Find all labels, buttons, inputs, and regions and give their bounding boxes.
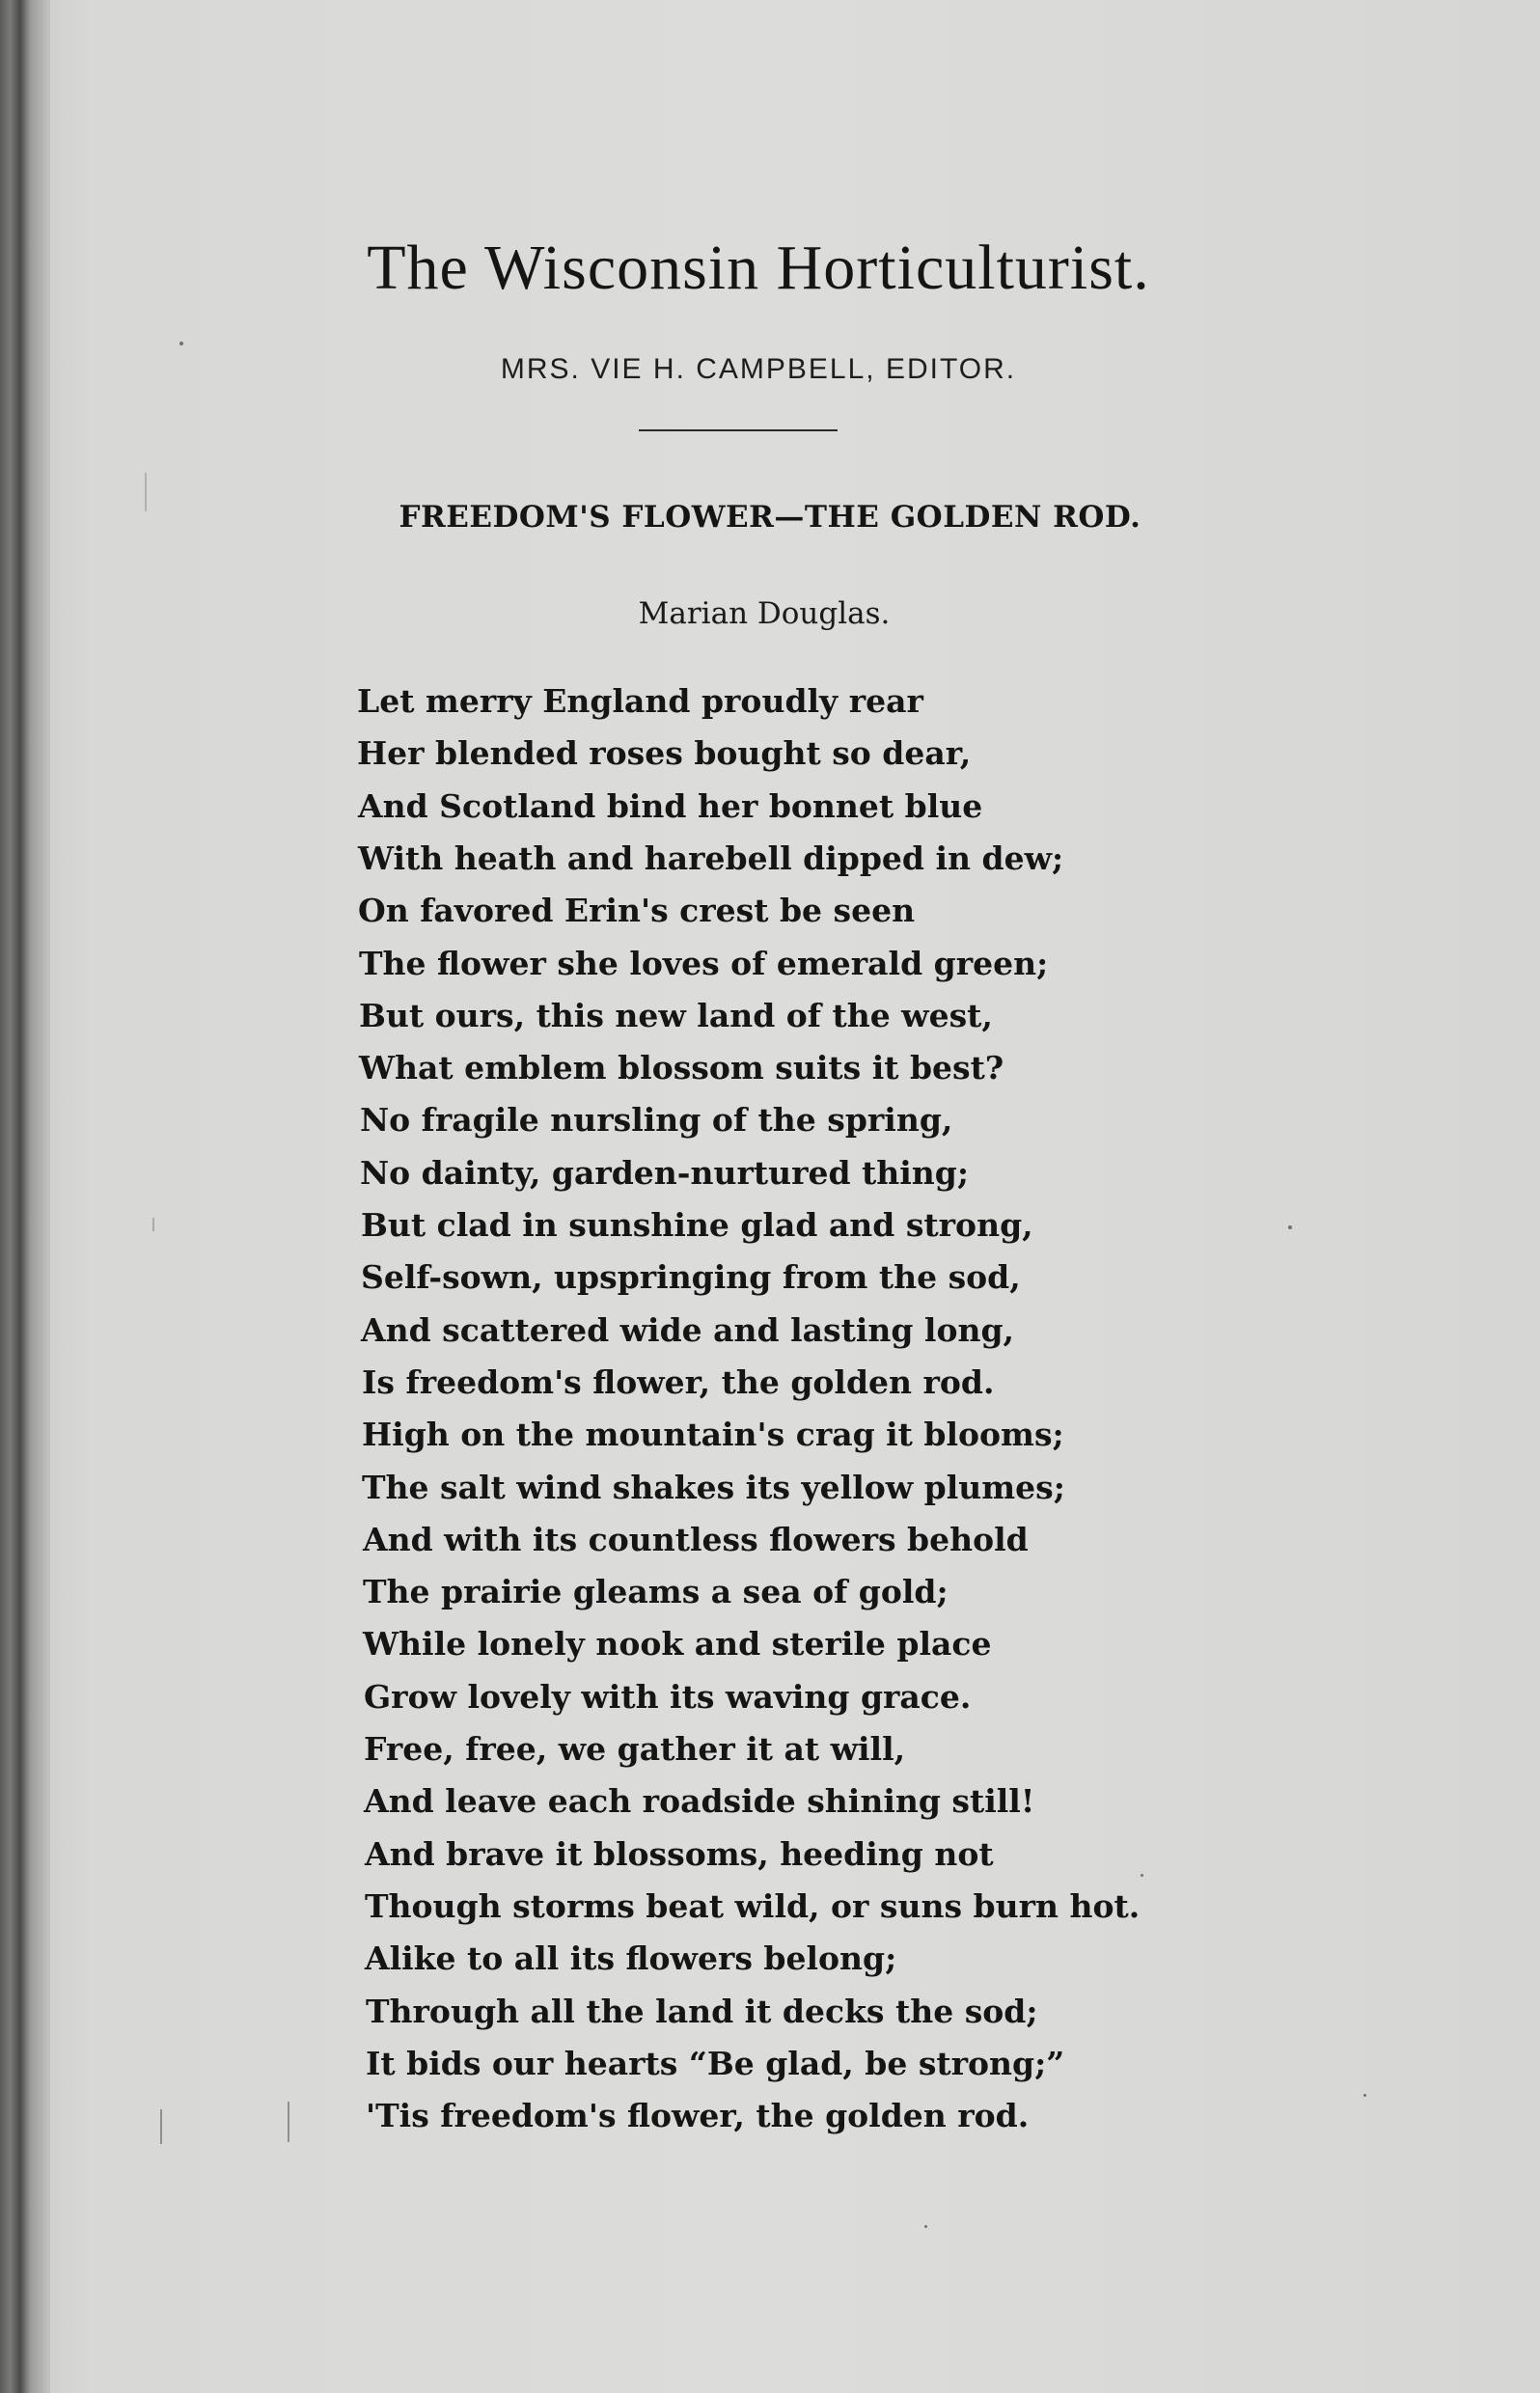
poem-line: No dainty, garden-nurtured thing; — [360, 1153, 970, 1192]
poem-line: The prairie gleams a sea of gold; — [363, 1573, 949, 1611]
poem-line: It bids our hearts “Be glad, be strong;” — [366, 2044, 1065, 2082]
scan-mark — [288, 2102, 289, 2142]
poem-line: And scattered wide and lasting long, — [361, 1310, 1015, 1349]
poem-line: Let merry England proudly rear — [357, 682, 923, 720]
poem-line: The salt wind shakes its yellow plumes; — [362, 1468, 1065, 1506]
poem-line: And Scotland bind her bonnet blue — [358, 786, 983, 825]
scan-speck — [1288, 1225, 1292, 1229]
poem-line: Free, free, we gather it at will, — [364, 1730, 906, 1768]
poem-title: FREEDOM'S FLOWER—THE GOLDEN ROD. — [399, 500, 1141, 535]
scan-speck — [179, 342, 183, 345]
scan-mark — [145, 473, 147, 511]
title-divider — [639, 429, 838, 431]
poem-line: But ours, this new land of the west, — [359, 996, 993, 1034]
poem-line: And with its countless flowers behold — [363, 1520, 1029, 1558]
poem-line: Grow lovely with its waving grace. — [364, 1677, 972, 1716]
poem-line: And leave each roadside shining still! — [364, 1782, 1035, 1821]
poem-line: Though storms beat wild, or suns burn hot. — [365, 1886, 1141, 1925]
poem-line: Is freedom's flower, the golden rod. — [362, 1362, 995, 1401]
poem-line: But clad in sunshine glad and strong, — [361, 1206, 1033, 1244]
poem-line: Through all the land it decks the sod; — [366, 1992, 1038, 2030]
poem-line: While lonely nook and sterile place — [363, 1625, 992, 1664]
scan-mark — [160, 2109, 162, 2144]
poem-line: Alike to all its flowers belong; — [365, 1939, 897, 1978]
poem-line: High on the mountain's crag it blooms; — [362, 1416, 1064, 1454]
poem-line: The flower she loves of emerald green; — [359, 944, 1049, 982]
poem-line: What emblem blossom suits it best? — [359, 1049, 1004, 1087]
poem-line: No fragile nursling of the spring, — [360, 1101, 953, 1140]
poem-line: 'Tis freedom's flower, the golden rod. — [366, 2097, 1030, 2135]
scan-speck — [1141, 1874, 1143, 1877]
poem-line: And brave it blossoms, heeding not — [365, 1834, 994, 1873]
editor-line: MRS. VIE H. CAMPBELL, EDITOR. — [500, 353, 1017, 385]
scan-mark — [152, 1218, 154, 1231]
poem-author: Marian Douglas. — [638, 596, 891, 631]
poem-line: With heath and harebell dipped in dew; — [358, 839, 1064, 877]
poem-line: Self-sown, upspringing from the sod, — [361, 1258, 1021, 1297]
scan-speck — [1363, 2094, 1366, 2097]
scan-speck — [924, 2225, 927, 2228]
journal-title: The Wisconsin Horticulturist. — [367, 233, 1150, 303]
poem-line: Her blended roses bought so dear, — [357, 734, 972, 773]
poem-line: On favored Erin's crest be seen — [358, 892, 916, 930]
